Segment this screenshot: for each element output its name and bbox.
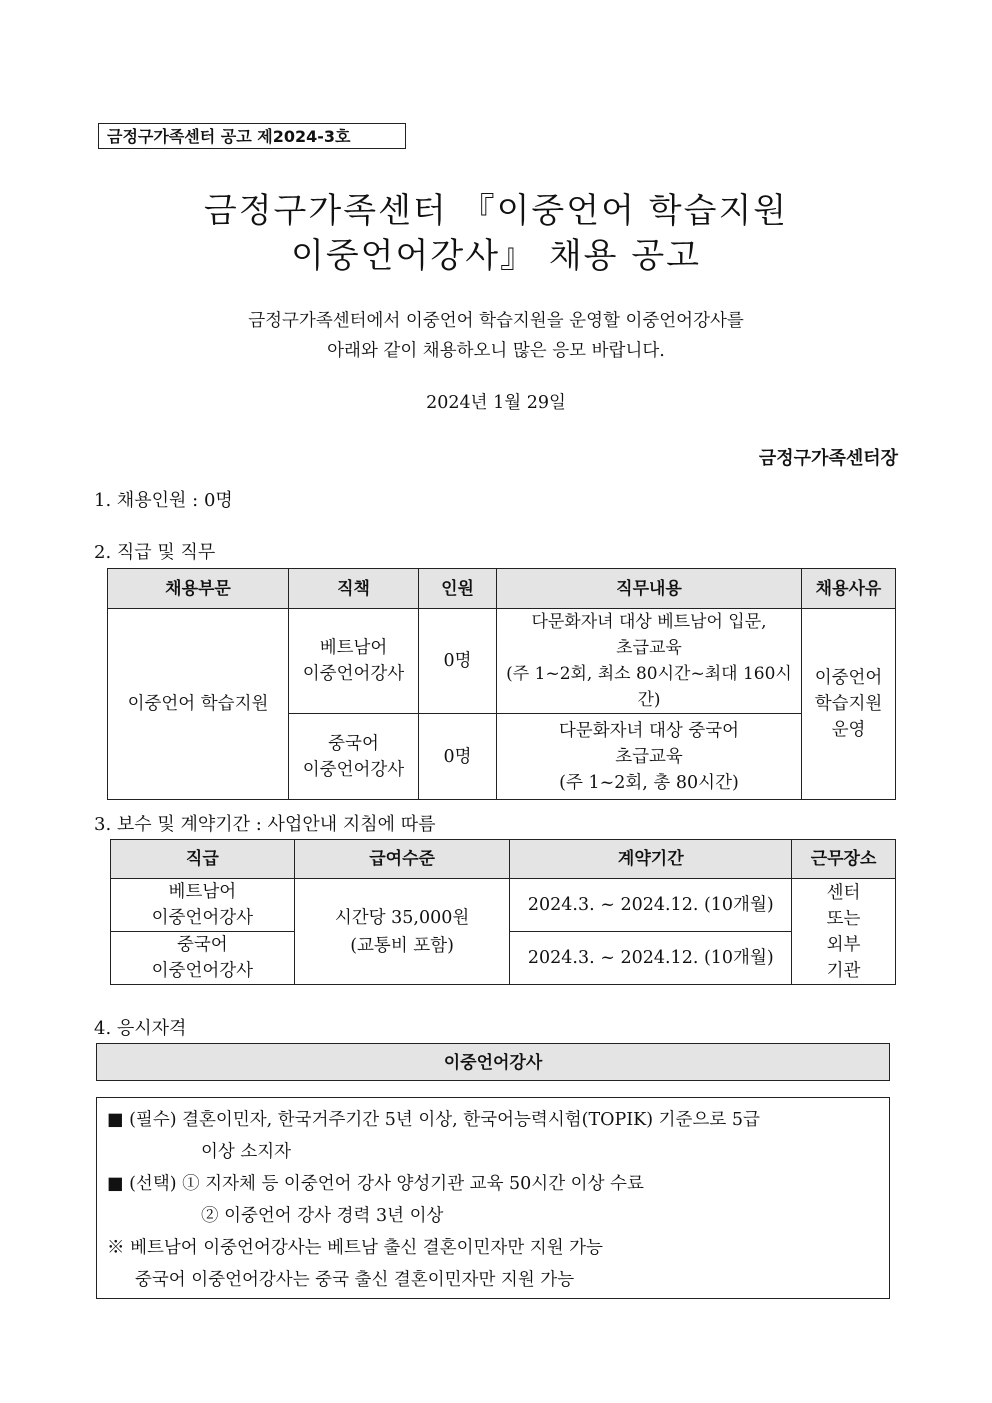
note-chinese: 중국어 이중언어강사는 중국 출신 결혼이민자만 지원 가능 (135, 1270, 575, 1290)
notice-number: 금정구가족센터 공고 제2024-3호 (98, 123, 406, 149)
section4-heading: 4. 응시자격 (94, 1018, 187, 1039)
qualification-title: 이중언어강사 (96, 1043, 890, 1081)
department-cell: 이중언어 학습지원 (108, 609, 289, 800)
section1-recruitment: 1. 채용인원 : 0명 (94, 490, 233, 511)
title-line1: 금정구가족센터 『이중언어 학습지원 (203, 191, 789, 231)
announcement-date: 2024년 1월 29일 (426, 393, 566, 413)
duty-table (107, 568, 896, 800)
section2-heading: 2. 직급 및 직무 (94, 542, 216, 563)
header-department: 채용부문 (108, 569, 289, 609)
signature: 금정구가족센터장 (758, 448, 898, 469)
requirement-mandatory-cont: 이상 소지자 (201, 1142, 292, 1162)
grade-cell: 베트남어 이중언어강사 (111, 879, 295, 932)
header-reason: 채용사유 (802, 569, 896, 609)
header-period: 계약기간 (510, 840, 792, 879)
header-salary: 급여수준 (294, 840, 510, 879)
period-cell: 2024.3. ~ 2024.12. (10개월) (510, 879, 792, 932)
salary-table (110, 839, 896, 985)
salary-cell: 시간당 35,000원 (교통비 포함) (294, 879, 510, 985)
position-cell: 베트남어 이중언어강사 (289, 609, 419, 714)
requirement-optional-cont: ② 이중언어 강사 경력 3년 이상 (201, 1206, 444, 1226)
workplace-cell: 센터 또는 외부 기관 (792, 879, 896, 985)
header-position: 직책 (289, 569, 419, 609)
title-line2: 이중언어강사』 채용 공고 (290, 236, 702, 276)
count-cell: 0명 (419, 609, 497, 714)
duty-cell: 다문화자녀 대상 중국어 초급교육 (주 1~2회, 총 80시간) (497, 714, 802, 800)
section3-heading: 3. 보수 및 계약기간 : 사업안내 지침에 따름 (94, 814, 436, 835)
intro-line1: 금정구가족센터에서 이중언어 학습지원을 운영할 이중언어강사를 (248, 311, 744, 331)
header-count: 인원 (419, 569, 497, 609)
count-cell: 0명 (419, 714, 497, 800)
grade-cell: 중국어 이중언어강사 (111, 932, 295, 985)
period-cell: 2024.3. ~ 2024.12. (10개월) (510, 932, 792, 985)
header-grade: 직급 (111, 840, 295, 879)
requirement-optional: ■ (선택) ① 지자체 등 이중언어 강사 양성기관 교육 50시간 이상 수료 (107, 1174, 644, 1194)
note-vietnamese: ※ 베트남어 이중언어강사는 베트남 출신 결혼이민자만 지원 가능 (107, 1238, 603, 1258)
intro-line2: 아래와 같이 채용하오니 많은 응모 바랍니다. (327, 341, 665, 361)
qualification-box (96, 1097, 890, 1299)
requirement-mandatory: ■ (필수) 결혼이민자, 한국거주기간 5년 이상, 한국어능력시험(TOPIK) 기준으로 5급 (107, 1110, 760, 1130)
duty-cell: 다문화자녀 대상 베트남어 입문, 초급교육 (주 1~2회, 최소 80시간~최대 160시간) (497, 609, 802, 714)
header-workplace: 근무장소 (792, 840, 896, 879)
reason-cell: 이중언어 학습지원 운영 (802, 609, 896, 800)
header-duty: 직무내용 (497, 569, 802, 609)
position-cell: 중국어 이중언어강사 (289, 714, 419, 800)
